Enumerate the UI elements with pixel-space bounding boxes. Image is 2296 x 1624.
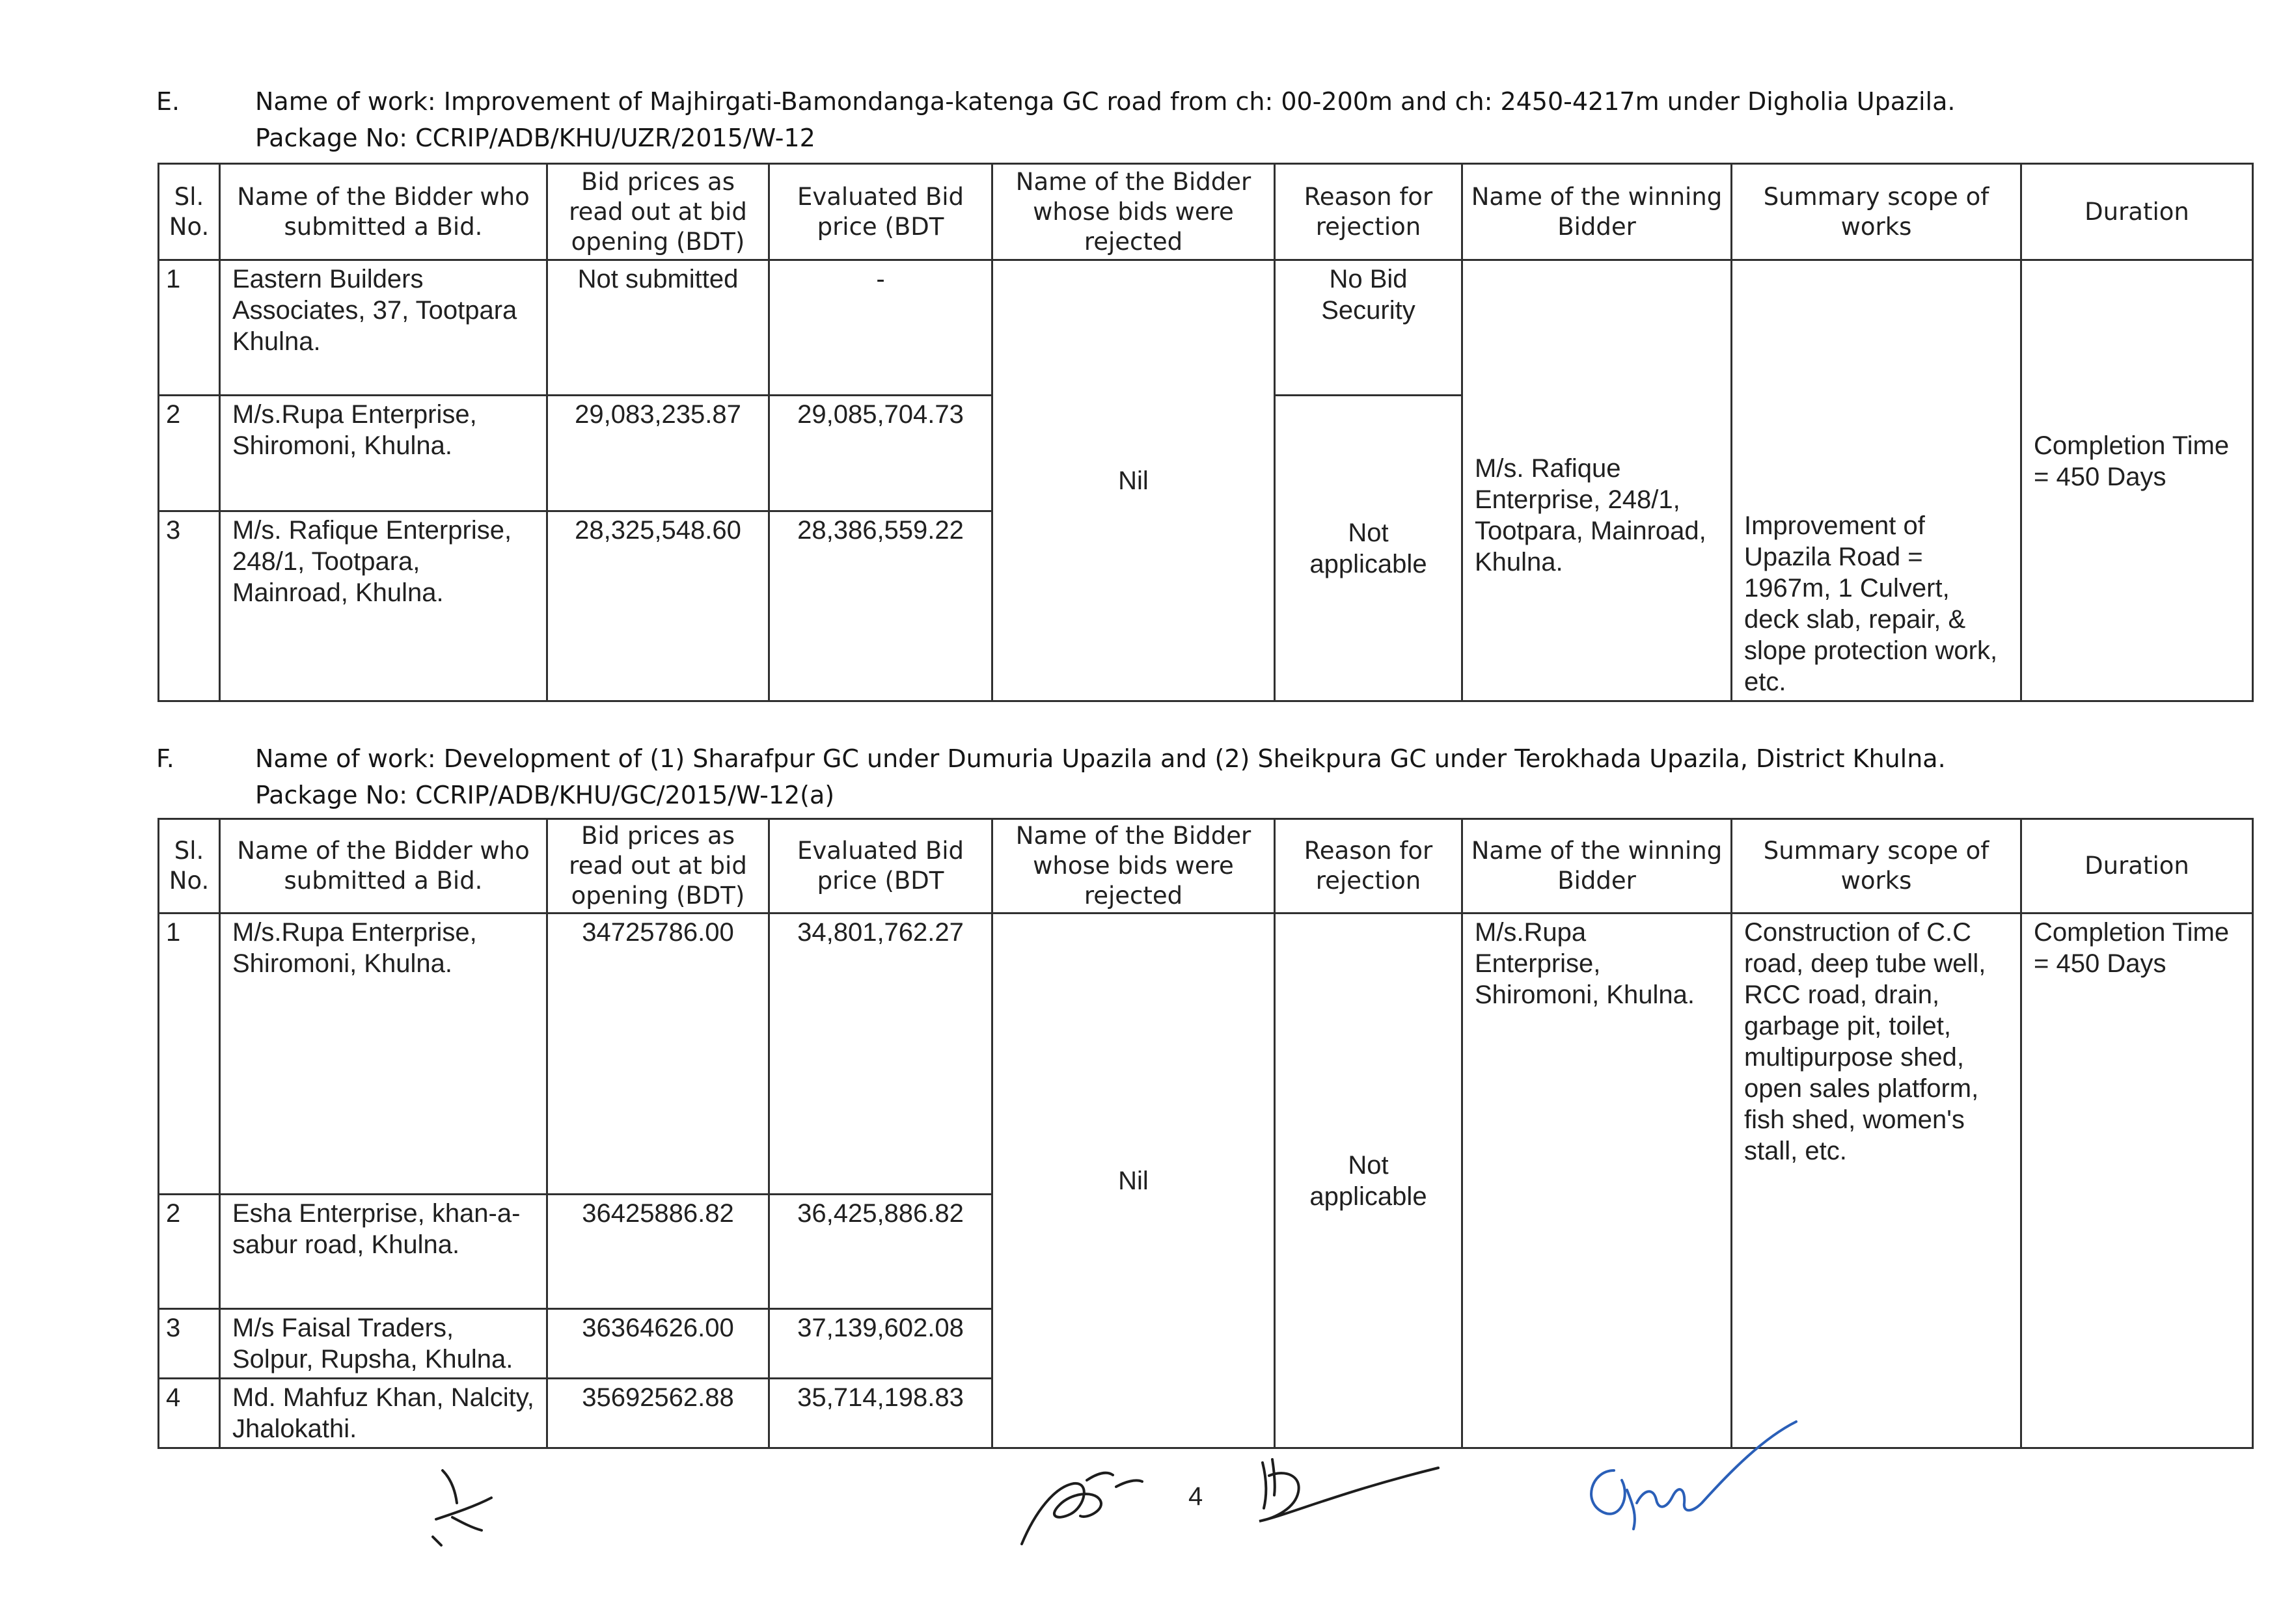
winner-cell: M/s. Rafique Enterprise, 248/1, Tootpara, Mainroad, Khulna. [1462,260,1732,701]
evaluated-price-cell: 29,085,704.73 [769,396,992,511]
evaluated-price-cell: 35,714,198.83 [769,1379,992,1448]
sl-cell: 3 [159,511,220,701]
read-price-cell: 35692562.88 [547,1379,769,1448]
read-price-cell: Not submitted [547,260,769,396]
header-sl: Sl. No. [159,164,220,260]
package-number: Package No: CCRIP/ADB/KHU/GC/2015/W-12(a) [255,781,835,809]
bid-table-f [157,818,2254,1449]
page-number: 4 [1188,1482,1203,1511]
reason-cell: No Bid Security [1275,260,1462,396]
sl-cell: 4 [159,1379,220,1448]
header-read-price: Bid prices as read out at bid opening (BDT) [547,164,769,260]
signature-2 [1009,1454,1152,1552]
evaluated-price-cell: - [769,260,992,396]
rejected-cell: Nil [992,914,1275,1448]
header-evaluated-price: Evaluated Bid price (BDT [769,164,992,260]
sl-cell: 2 [159,396,220,511]
table-row [159,914,2253,1195]
scope-cell: Improvement of Upazila Road = 1967m, 1 Culvert, deck slab, repair, & slope protection work, etc. [1732,260,2021,701]
rejected-cell: Nil [992,260,1275,701]
winner-cell: M/s.Rupa Enterprise, Shiromoni, Khulna. [1462,914,1732,1448]
bid-table-e [157,163,2254,702]
header-rejected: Name of the Bidder whose bids were rejected [992,819,1275,914]
header-bidder: Name of the Bidder who submitted a Bid. [220,819,547,914]
work-title: Name of work: Improvement of Majhirgati-Bamondanga-katenga GC road from ch: 00-200m and ch: 2450-4217m under Digholia Upazila. [255,87,1956,116]
bidder-cell: M/s.Rupa Enterprise, Shiromoni, Khulna. [220,396,547,511]
sl-cell: 2 [159,1195,220,1309]
read-price-cell: 34725786.00 [547,914,769,1195]
bidder-cell: Esha Enterprise, khan-a-sabur road, Khulna. [220,1195,547,1309]
read-price-cell: 28,325,548.60 [547,511,769,701]
header-duration: Duration [2021,819,2253,914]
read-price-cell: 36425886.82 [547,1195,769,1309]
package-number: Package No: CCRIP/ADB/KHU/UZR/2015/W-12 [255,124,815,152]
bidder-cell: Eastern Builders Associates, 37, Tootpara Khulna. [220,260,547,396]
table-row [159,260,2253,396]
scope-cell: Construction of C.C road, deep tube well, RCC road, drain, garbage pit, toilet, multipurpose shed, open sales platform, fish shed, women's stall, etc. [1732,914,2021,1448]
bidder-cell: M/s.Rupa Enterprise, Shiromoni, Khulna. [220,914,547,1195]
evaluated-price-cell: 36,425,886.82 [769,1195,992,1309]
bidder-cell: Md. Mahfuz Khan, Nalcity, Jhalokathi. [220,1379,547,1448]
sl-cell: 1 [159,914,220,1195]
duration-cell: Completion Time = 450 Days [2021,260,2253,701]
signature-4 [1568,1392,1803,1536]
header-duration: Duration [2021,164,2253,260]
header-read-price: Bid prices as read out at bid opening (BDT) [547,819,769,914]
header-scope: Summary scope of works [1732,164,2021,260]
header-winner: Name of the winning Bidder [1462,164,1732,260]
read-price-cell: 29,083,235.87 [547,396,769,511]
evaluated-price-cell: 34,801,762.27 [769,914,992,1195]
work-title: Name of work: Development of (1) Sharafpur GC under Dumuria Upazila and (2) Sheikpura GC under Terokhada Upazila, District Khulna. [255,744,1946,773]
evaluated-price-cell: 37,139,602.08 [769,1309,992,1379]
header-rejected: Name of the Bidder whose bids were rejected [992,164,1275,260]
header-row [159,819,2253,914]
section-letter: E. [156,87,180,116]
header-bidder: Name of the Bidder who submitted a Bid. [220,164,547,260]
header-reason: Reason for rejection [1275,819,1462,914]
reason-cell: Not applicable [1275,914,1462,1448]
header-reason: Reason for rejection [1275,164,1462,260]
header-row [159,164,2253,260]
bidder-cell: M/s. Rafique Enterprise, 248/1, Tootpara, Mainroad, Khulna. [220,511,547,701]
sl-cell: 3 [159,1309,220,1379]
header-scope: Summary scope of works [1732,819,2021,914]
read-price-cell: 36364626.00 [547,1309,769,1379]
signature-3 [1250,1456,1445,1534]
evaluated-price-cell: 28,386,559.22 [769,511,992,701]
bidder-cell: M/s Faisal Traders, Solpur, Rupsha, Khulna. [220,1309,547,1379]
header-winner: Name of the winning Bidder [1462,819,1732,914]
sl-cell: 1 [159,260,220,396]
signature-1 [417,1457,508,1549]
header-sl: Sl. No. [159,819,220,914]
duration-cell: Completion Time = 450 Days [2021,914,2253,1448]
section-letter: F. [156,744,174,773]
header-evaluated-price: Evaluated Bid price (BDT [769,819,992,914]
reason-cell: Not applicable [1275,396,1462,701]
